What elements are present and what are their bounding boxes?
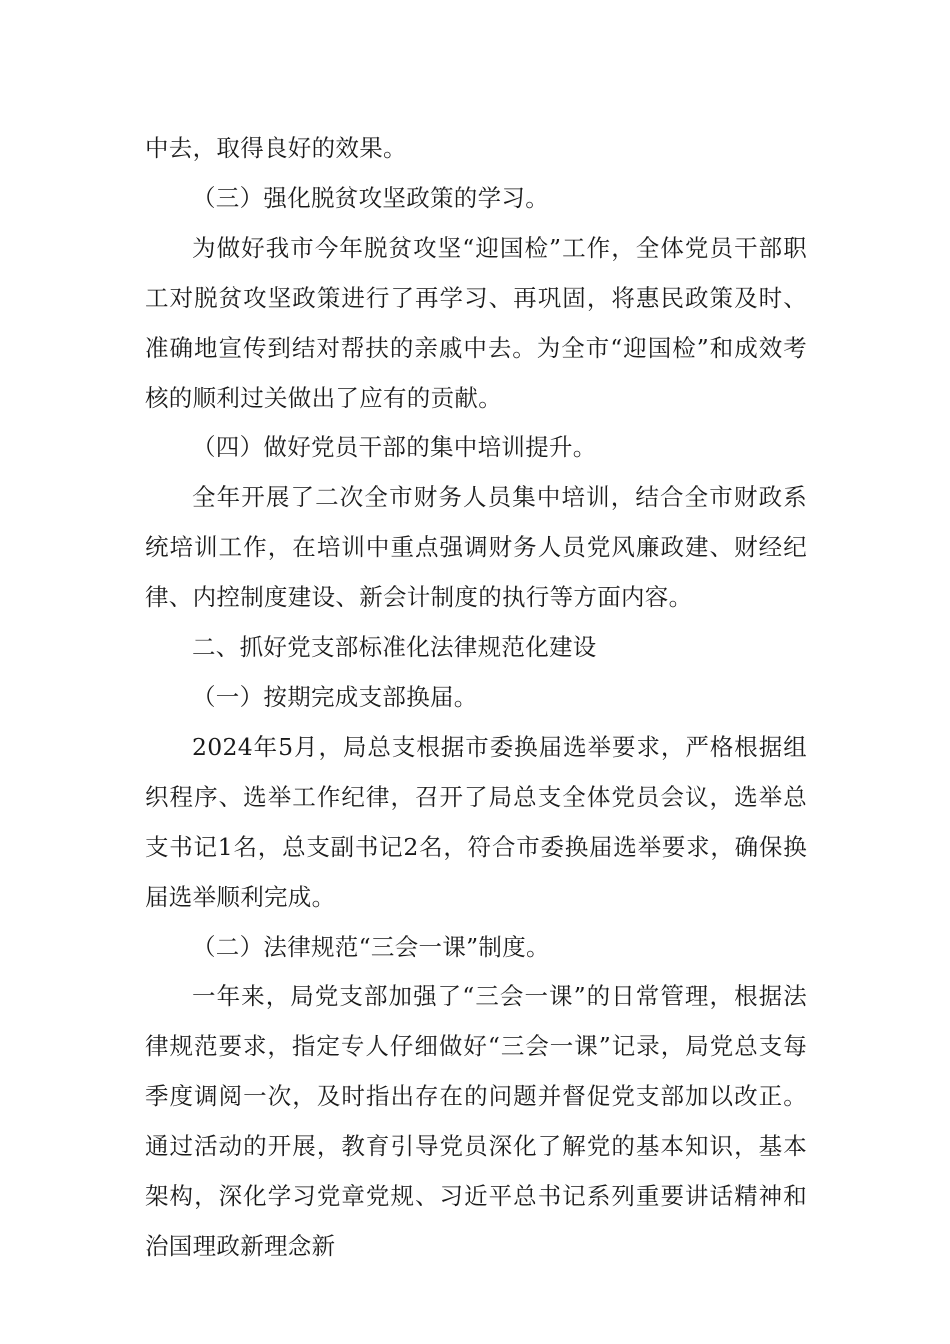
- paragraph-training: 全年开展了二次全市财务人员集中培训，结合全市财政系统培训工作，在培训中重点强调财务人员党风廉政建、财经纪律、内控制度建设、新会计制度的执行等方面内容。: [145, 483, 807, 612]
- paragraph-continuation: 中去，取得良好的效果。: [145, 134, 407, 162]
- document-body: [145, 124, 807, 1272]
- paragraph-branch-election: 2024年5月，局总支根据市委换届选举要求，严格根据组织程序、选举工作纪律，召开了局总支全体党员会议，选举总支书记1名，总支副书记2名，符合市委换届选举要求，确保换届选举顺利完成。: [145, 732, 807, 911]
- heading-section-3: （三）强化脱贫攻坚政策的学习。: [192, 183, 549, 212]
- heading-section-4: （四）做好党员干部的集中培训提升。: [192, 433, 597, 462]
- paragraph-poverty-policy: 为做好我市今年脱贫攻坚“迎国检”工作，全体党员干部职工对脱贫攻坚政策进行了再学习、再巩固，将惠民政策及时、准确地宣传到结对帮扶的亲戚中去。为全市“迎国检”和成效考核的顺利过关做出了应有的贡献。: [145, 233, 807, 412]
- heading-subsection-2: （二）法律规范“三会一课”制度。: [192, 932, 550, 961]
- heading-part-2: 二、抓好党支部标准化法律规范化建设: [192, 633, 597, 662]
- heading-subsection-1: （一）按期完成支部换届。: [192, 682, 478, 711]
- paragraph-three-meetings: 一年来，局党支部加强了“三会一课”的日常管理，根据法律规范要求，指定专人仔细做好“三会一课”记录，局党总支每季度调阅一次，及时指出存在的问题并督促党支部加以改正。通过活动的开展，教育引导党员深化了解党的基本知识，基本架构，深化学习党章党规、习近平总书记系列重要讲话精神和治国理政新理念新: [145, 982, 807, 1260]
